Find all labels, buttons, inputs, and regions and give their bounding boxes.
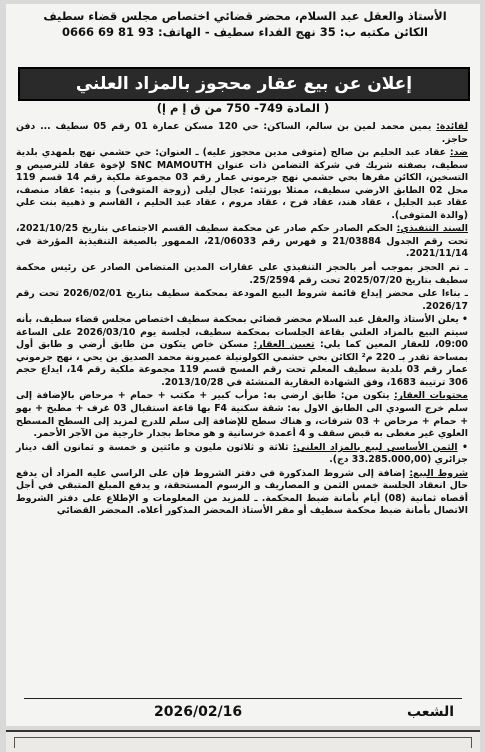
sale-conditions-label: شروط البيع: <box>409 467 469 479</box>
property-designation-text: مسكن خاص يتكون من طابق أرضي و طابق أول بمساحة تقدر بـ 220 م² الكائن بحي حشمي الكولونيلة عميرونة محمد الصديق بن يحي ، نهج جرموني عمار رقم 03 بلدية سطيف المعلم تحت رقم المسح قسم 119 مجموعة ملكية رقم 14، ايداع حجم 306 ترتيبة 1683، وفق الشهادة العقارية المنشئة في 2013/10/28. <box>16 339 469 388</box>
phone-number: 0666 69 81 93 <box>61 25 155 39</box>
bailiff-name-line: الأستاذ والعقل عبد السلام، محضر قضائي اختصاص مجلس قضاء سطيف <box>43 9 447 23</box>
bailiff-address-line <box>24 24 466 40</box>
notice-body <box>16 121 468 519</box>
next-clipping-edge <box>6 730 480 752</box>
debtor-paragraph <box>16 147 468 222</box>
property-contents-label: محتويات العقار: <box>393 390 468 402</box>
debtor-text: عقاد عبد الحليم بن صالح (متوفى مدين محجوز عليه) ـ العنوان: حي حشمي نهج بلمهدي بلدية سطيف، بصفته شريك في شركة التضامن ذات عنوان SNC MAMOUTH لإخوة عقاد للترصيص و التسخين، الكائن مقرها بحي حشمي نهج جرموني عمار رقم 03 مجموعة ملكية رقم 14 قسم 119 محل 02 الطابق الارضي سطيف، ممثلا بورثته: عجال ليلى (زوجة المتوفى) و بنيه: عقاد منصف، عقاد عبد الجليل ، عقاد هند، عقاد فرح ، عقاد مروم ، عقاد عبد الحليم ، القاسم و ذهبية بنت علي (والدة المتوفى). <box>16 147 469 221</box>
publication-footer <box>24 698 462 725</box>
sale-conditions-text: إضافة إلى شروط المذكورة في دفتر الشروط فإن على الراسي عليه المزاد أن يدفع حال انعقاد الجلسة خمس الثمن و المصاريف و الرسوم المستحقة، و يدفع المبلغ المتبقي في أجل أقصاه ثمانية (08) أيام بأمانة ضبط المحكمة. ـ للمزيد من المعلومات و الإطلاع على دفتر الشروط الاتصال بأمانة ضبط محكمة سطيف أو مقر الأستاذ المحضر المذكور أعلاه. <box>16 467 468 517</box>
closing-signature: المحضر القضائي <box>56 505 134 517</box>
beneficiary-label: لفائدة: <box>436 121 468 132</box>
base-price-paragraph: • الثمن الأساسي لبيع بالمزاد العلني: ثلاثة و ثلاثون مليون و مائتين و خمسة و ثمانون ألف دينار جزائري (33.285.000,00 دج). <box>16 441 468 466</box>
legal-articles-reference: ( المادة 749- 750 من ق إ م إ) <box>156 101 330 115</box>
debtor-label: ضد: <box>449 147 468 159</box>
legal-notice-clipping <box>6 4 480 726</box>
seizure-order-paragraph: ـ تم الحجز بموجب أمر بالحجز التنفيذي على عقارات المدين المتضامن الصادر عن رئيس محكمة سطيف بتاريخ 2025/07/20 تحت رقم 25/2594. <box>16 262 468 286</box>
base-price-label: الثمن الأساسي لبيع بالمزاد العلني: <box>292 441 458 453</box>
beneficiary-paragraph <box>16 121 468 146</box>
auction-announcement-paragraph <box>16 314 468 389</box>
executory-title-paragraph <box>16 223 468 261</box>
property-contents-text: يتكون من: طابق ارضي به: مرأب كبير + مكتب + حمام + مرحاض بالإضافة إلى سلم خرج السودي الى الطابق الاول به: شقة سكنية F4 بها قاعة استقبال 03 غرف + مطبخ + بهو + حمام + مرحاض + 03 شرفات، و هناك سطح للإضافة إلى سلم للدرج لمزيد إلى السطح المسطح العلوي غير مغطى به قبض سقف و 4 أعمدة خرسانية و هو محاط بجدار خارجية من الآجر الأحمر. <box>16 390 468 440</box>
sale-conditions-paragraph <box>16 468 468 518</box>
address-text: الكائن مكتبه ب: 35 نهج الفداء سطيف - الهاتف: <box>158 25 429 39</box>
property-designation-label: تعيين العقار: <box>253 339 315 351</box>
executory-title-label: السند التنفيذي: <box>396 223 468 235</box>
publication-name: الشعب <box>406 704 454 720</box>
auction-announcement-text: • يعلن الأستاذ والعقل عبد السلام محضر قضائي بمحكمة سطيف اختصاص مجلس قضاء سطيف، بأنه سيتم البيع بالمزاد العلني بقاعة الجلسات بمحكمة سطيف، لجلسة يوم 2026/03/10 على الساعة 09:00، للعقار المعين كما يلي: <box>16 314 469 351</box>
executory-title-text: الحكم الصادر حكم صادر عن محكمة سطيف القسم الاجتماعي بتاريخ 2021/10/25، تحت رقم الجدول 21/03884 و فهرس رقم 21/06033، الممهور بالصيغة التنفيذية المؤرخة في 2021/11/14. <box>16 223 468 260</box>
conditions-filing-paragraph: ـ بناءا على محضر إيداع قائمة شروط البيع المودعة بمحكمة سطيف بتاريخ 2026/02/01 تحت رقم 2026/17. <box>16 288 468 312</box>
beneficiary-text: يمين محمد لمين بن سالم، الساكن: حي 120 مسكن عمارة 01 رقم 05 سطيف ... دفن حاجز. <box>16 121 468 145</box>
property-contents-paragraph <box>16 390 468 440</box>
base-price-text: ثلاثة و ثلاثون مليون و مائتين و خمسة و ثمانون ألف دينار جزائري (33.285.000,00 دج). <box>16 441 468 466</box>
bailiff-header <box>24 8 466 40</box>
announcement-title: إعلان عن بيع عقار محجوز بالمزاد العلني <box>18 67 470 101</box>
next-clipping-border <box>14 737 472 748</box>
publication-date: 2026/02/16 <box>154 704 243 720</box>
